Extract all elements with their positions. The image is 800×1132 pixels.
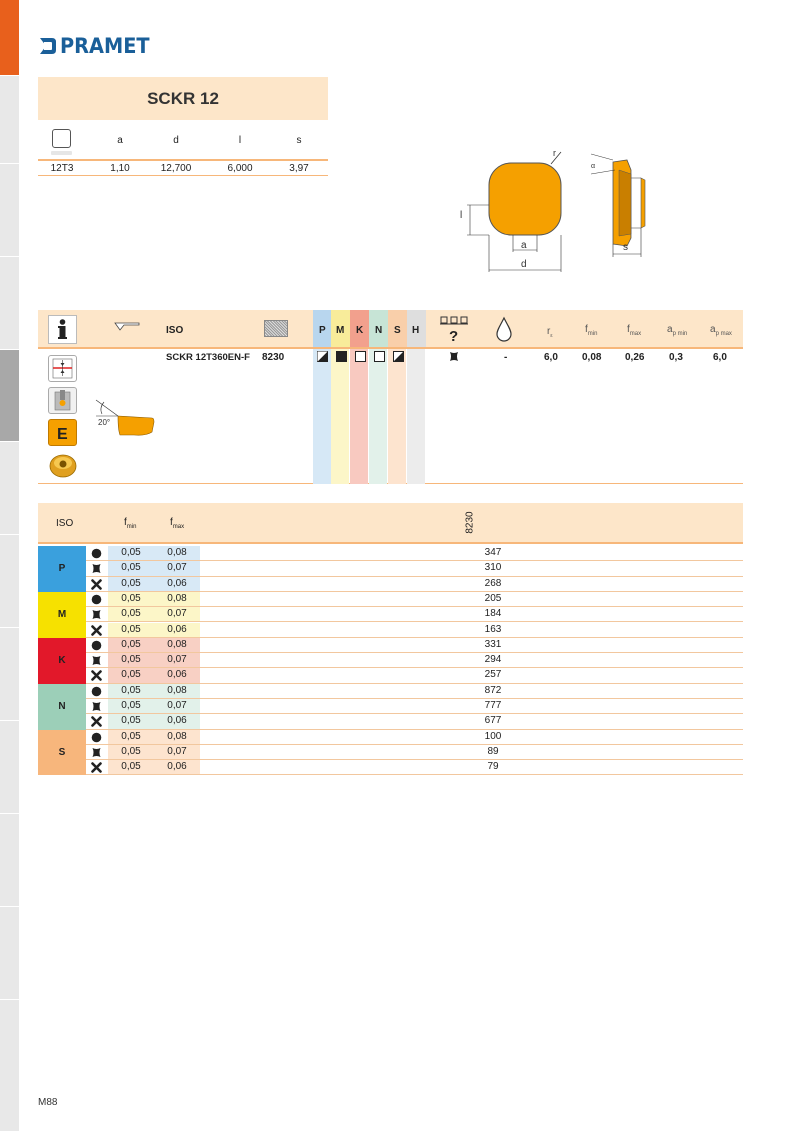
fmax-cell: 0,07 <box>154 561 200 575</box>
svg-text:s: s <box>623 242 628 253</box>
svg-text:a: a <box>521 240 527 251</box>
suitability-empty-icon <box>355 351 366 362</box>
dimensions-header <box>38 121 328 161</box>
side-tab[interactable] <box>0 907 19 1000</box>
cross-icon <box>91 762 102 778</box>
side-tab-current[interactable] <box>0 350 19 442</box>
vc-cell: 268 <box>484 577 502 589</box>
dim-header-d: d <box>173 135 179 146</box>
ctab-header-fmax: $f_{max}$ <box>170 517 185 530</box>
edge-prep-icon[interactable] <box>48 419 77 446</box>
brand-logo <box>38 36 157 56</box>
side-tab[interactable] <box>0 628 19 721</box>
svg-text:d: d <box>521 259 527 270</box>
insert-technical-drawing <box>455 140 655 280</box>
vc-cell: 205 <box>484 592 502 604</box>
dim-s: 3,97 <box>289 163 309 174</box>
side-tab-active[interactable] <box>0 0 19 76</box>
dimensions-row <box>38 162 328 176</box>
tolerance-icon[interactable] <box>48 355 77 382</box>
product-title-box <box>38 77 328 120</box>
re-value: 6,0 <box>544 352 558 363</box>
cutting-row <box>86 684 743 699</box>
suitability-full-icon <box>336 351 347 362</box>
apmax-value: 6,0 <box>713 352 727 363</box>
apmin-value: 0,3 <box>669 352 683 363</box>
vc-cell: 79 <box>487 761 499 773</box>
pramet-logo-icon <box>38 36 58 56</box>
vc-cell: 677 <box>484 715 502 727</box>
suitability-half-icon <box>393 351 404 362</box>
fmax-cell: 0,08 <box>154 730 200 744</box>
cutting-row <box>86 546 743 561</box>
header-material-M: M <box>336 325 345 336</box>
header-re: $r_\varepsilon$ <box>547 326 553 339</box>
cutting-row <box>86 592 743 607</box>
cutting-row <box>86 745 743 760</box>
fmax-cell: 0,08 <box>154 684 200 698</box>
dim-a: 1,10 <box>110 163 130 174</box>
fmax-cell: 0,08 <box>154 546 200 560</box>
svg-text:?: ? <box>449 328 459 343</box>
header-material-P: P <box>319 325 326 336</box>
clamping-icon[interactable] <box>48 387 77 414</box>
fmin-cell: 0,05 <box>108 607 154 621</box>
side-tab[interactable] <box>0 814 19 907</box>
coolant-value: - <box>504 352 508 363</box>
fmax-cell: 0,06 <box>154 577 200 591</box>
vc-cell: 331 <box>484 638 502 650</box>
cutting-row <box>86 623 743 638</box>
dim-header-s: s <box>296 135 302 146</box>
dim-header-l: l <box>238 135 242 146</box>
side-tab[interactable] <box>0 257 19 350</box>
vc-cell: 163 <box>484 623 502 635</box>
side-tab-strip <box>0 0 19 1132</box>
suitability-empty-icon <box>374 351 385 362</box>
header-apmin: $a_{p min}$ <box>667 324 688 337</box>
suitability-half-icon <box>317 351 328 362</box>
fmax-cell: 0,07 <box>154 699 200 713</box>
material-group-P: P <box>38 546 86 592</box>
vc-cell: 184 <box>484 608 502 620</box>
dim-l: 6,000 <box>227 163 253 174</box>
ctab-header-fmin: $f_{min}$ <box>124 517 137 530</box>
fmax-cell: 0,07 <box>154 607 200 621</box>
vc-cell: 777 <box>484 700 502 711</box>
fmin-cell: 0,05 <box>108 638 154 652</box>
header-iso: ISO <box>166 325 184 336</box>
coolant-drop-icon <box>495 316 513 342</box>
profile-angle-label: 20° <box>98 418 111 427</box>
vc-cell: 310 <box>484 562 502 574</box>
product-grade: 8230 <box>262 352 285 363</box>
fmin-cell: 0,05 <box>108 577 154 591</box>
fmax-cell: 0,07 <box>154 745 200 759</box>
fmin-cell: 0,05 <box>108 561 154 575</box>
fmax-cell: 0,07 <box>154 653 200 667</box>
fmax-cell: 0,08 <box>154 638 200 652</box>
fmin-cell: 0,05 <box>108 730 154 744</box>
side-tab[interactable] <box>0 721 19 814</box>
fmax-cell: 0,06 <box>154 714 200 728</box>
material-group-M: M <box>38 592 86 638</box>
header-material-N: N <box>375 325 383 336</box>
cutting-row <box>86 561 743 576</box>
header-apmax: $a_{p max}$ <box>710 324 732 337</box>
header-fmax: $f_{max}$ <box>627 324 642 337</box>
product-code[interactable]: SCKR 12T360EN-F <box>166 352 250 363</box>
chipbreaker-profile-drawing <box>94 390 158 442</box>
cutting-row <box>86 730 743 745</box>
ctab-header-grade: 8230 <box>464 511 476 534</box>
vc-cell: 89 <box>487 745 499 757</box>
side-tab[interactable] <box>0 76 19 164</box>
dim-size: 12T3 <box>50 163 74 174</box>
side-tab[interactable] <box>0 535 19 628</box>
grade-texture-icon <box>264 320 288 337</box>
fmin-cell: 0,05 <box>108 699 154 713</box>
side-tab[interactable] <box>0 164 19 257</box>
cutting-row <box>86 653 743 668</box>
vc-cell: 100 <box>484 730 502 742</box>
ctab-header-iso: ISO <box>56 518 74 529</box>
fmin-cell: 0,05 <box>108 546 154 560</box>
fmin-cell: 0,05 <box>108 684 154 698</box>
fmin-cell: 0,05 <box>108 623 154 637</box>
vc-cell: 257 <box>484 669 502 681</box>
fmin-cell: 0,05 <box>108 592 154 606</box>
square-insert-icon <box>52 129 71 148</box>
side-tab[interactable] <box>0 442 19 535</box>
cutting-row <box>86 668 743 683</box>
fmax-cell: 0,06 <box>154 668 200 682</box>
product-title: SCKR 12 <box>147 88 219 108</box>
fmax-cell: 0,08 <box>154 592 200 606</box>
svg-text:α: α <box>591 163 596 170</box>
brand-name: PRAMET <box>60 34 150 58</box>
cutting-row <box>86 760 743 775</box>
fmax-cell: 0,06 <box>154 760 200 774</box>
fmin-cell: 0,05 <box>108 653 154 667</box>
fmax-cell: 0,06 <box>154 623 200 637</box>
header-material-S: S <box>394 325 401 336</box>
drawing-label-r: r <box>553 148 556 158</box>
material-group-S: S <box>38 730 86 776</box>
fmin-cell: 0,05 <box>108 668 154 682</box>
vc-cell: 294 <box>484 654 502 666</box>
cutting-row <box>86 577 743 592</box>
header-fmin: $f_{min}$ <box>585 324 598 337</box>
material-group-K: K <box>38 638 86 684</box>
wavy-operation-icon <box>448 351 460 362</box>
cutting-row <box>86 607 743 622</box>
fmin-cell: 0,05 <box>108 714 154 728</box>
header-material-K: K <box>356 325 364 336</box>
cutting-row <box>86 699 743 714</box>
cutting-row <box>86 638 743 653</box>
vc-cell: 872 <box>484 684 502 696</box>
operation-question-icon <box>439 315 469 343</box>
cutting-row <box>86 714 743 729</box>
cutting-table-header <box>38 503 743 544</box>
product-table <box>38 310 743 484</box>
info-icon[interactable] <box>48 315 77 344</box>
dim-header-a: a <box>117 135 123 146</box>
edge-prep-label: E <box>57 426 68 443</box>
dim-d: 12,700 <box>160 163 192 174</box>
fmin-cell: 0,05 <box>108 760 154 774</box>
fmin-value: 0,08 <box>582 352 602 363</box>
chipbreaker-icon <box>114 322 140 332</box>
header-material-H: H <box>412 325 420 336</box>
side-tab[interactable] <box>0 1000 19 1132</box>
vc-cell: 347 <box>484 547 502 558</box>
insert-photo-icon <box>48 451 78 479</box>
material-group-N: N <box>38 684 86 730</box>
fmin-cell: 0,05 <box>108 745 154 759</box>
page-number: M88 <box>38 1097 58 1108</box>
fmax-value: 0,26 <box>625 352 645 363</box>
svg-text:l: l <box>460 210 463 221</box>
